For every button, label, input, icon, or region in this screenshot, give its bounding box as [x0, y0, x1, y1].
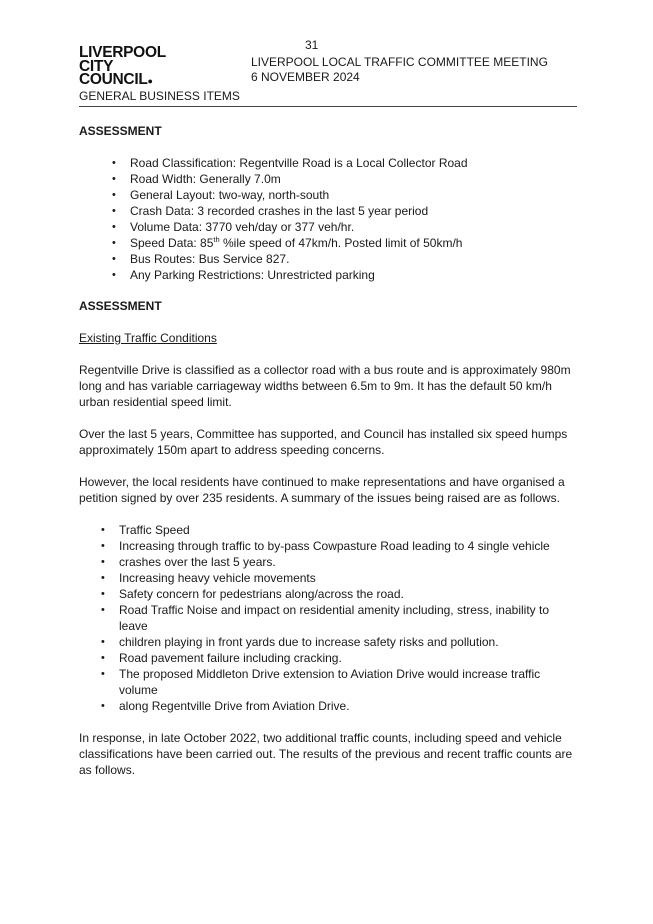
logo-dot-icon: ● [147, 76, 153, 86]
list-item: • Road Width: Generally 7.0m [112, 172, 281, 186]
logo-line: LIVERPOOL [79, 44, 166, 61]
list-item: • General Layout: two-way, north-south [112, 188, 330, 202]
bullet-icon: • [101, 652, 105, 664]
list-item: • Volume Data: 3770 veh/day or 377 veh/hr. [112, 220, 355, 234]
bullet-icon: • [112, 173, 116, 185]
paragraph: In response, in late October 2022, two additional traffic counts, including speed and vehicle classifications have been carried out. The results of the previous and recent traffic counts are as follows. [79, 731, 573, 777]
list-item: • Traffic Speed [101, 523, 190, 537]
list-item: • children playing in front yards due to increase safety risks and pollution. [101, 635, 499, 649]
bullet-icon: • [101, 604, 105, 616]
list-item: • The proposed Middleton Drive extension to Aviation Drive would increase traffic volume [101, 667, 541, 697]
section-label: GENERAL BUSINESS ITEMS [79, 89, 240, 103]
bullet-icon: • [101, 572, 105, 584]
bullet-icon: • [112, 237, 116, 249]
bullet-icon: • [101, 700, 105, 712]
list-item: • Crash Data: 3 recorded crashes in the last 5 year period [112, 204, 429, 218]
list-item: • Road Traffic Noise and impact on residential amenity including, stress, inability to leave [101, 603, 549, 633]
bullet-icon: • [112, 269, 116, 281]
paragraph: However, the local residents have continued to make representations and have organised a petition signed by over 235 residents. A summary of the issues being raised are as follows. [79, 475, 565, 505]
bullet-icon: • [112, 189, 116, 201]
logo-line: COUNCIL [79, 71, 148, 88]
list-item: • Road Classification: Regentville Road is a Local Collector Road [112, 156, 468, 170]
header-divider [79, 106, 577, 107]
meeting-title: LIVERPOOL LOCAL TRAFFIC COMMITTEE MEETING [251, 55, 548, 69]
meeting-header [251, 55, 548, 85]
issues-list [79, 522, 579, 714]
bullet-icon: • [101, 668, 105, 680]
bullet-icon: • [112, 205, 116, 217]
assessment-heading: ASSESSMENT [79, 299, 162, 313]
list-item: • Bus Routes: Bus Service 827. [112, 252, 290, 266]
road-facts-list [79, 155, 579, 283]
list-item: • Increasing through traffic to by-pass Cowpasture Road leading to 4 single vehicle [101, 539, 550, 553]
bullet-icon: • [101, 588, 105, 600]
list-item: • Safety concern for pedestrians along/across the road. [101, 587, 404, 601]
paragraph: Over the last 5 years, Committee has supported, and Council has installed six speed humps approximately 150m apart to address speeding concerns. [79, 427, 568, 457]
assessment-heading: ASSESSMENT [79, 124, 162, 138]
bullet-icon: • [101, 636, 105, 648]
list-item: • Speed Data: 85th %ile speed of 47km/h. Posted limit of 50km/h [112, 235, 463, 250]
list-item: • Increasing heavy vehicle movements [101, 571, 316, 585]
bullet-icon: • [112, 221, 116, 233]
logo-line: CITY [79, 57, 114, 75]
council-logo [79, 46, 166, 89]
document-body [79, 123, 579, 778]
bullet-icon: • [112, 157, 116, 169]
list-item: • Any Parking Restrictions: Unrestricted parking [112, 268, 375, 282]
list-item: • crashes over the last 5 years. [101, 555, 276, 569]
bullet-icon: • [112, 253, 116, 265]
bullet-icon: • [101, 556, 105, 568]
list-item: • along Regentville Drive from Aviation Drive. [101, 699, 350, 713]
subheading: Existing Traffic Conditions [79, 331, 217, 345]
list-item: • Road pavement failure including cracking. [101, 651, 342, 665]
bullet-icon: • [101, 524, 105, 536]
paragraph: Regentville Drive is classified as a collector road with a bus route and is approximately 980m long and has variable carriageway widths between 6.5m to 9m. It has the default 50 km/h urban residential speed limit. [79, 363, 571, 409]
page-number: 31 [305, 38, 319, 52]
bullet-icon: • [101, 540, 105, 552]
meeting-date: 6 NOVEMBER 2024 [251, 70, 360, 84]
